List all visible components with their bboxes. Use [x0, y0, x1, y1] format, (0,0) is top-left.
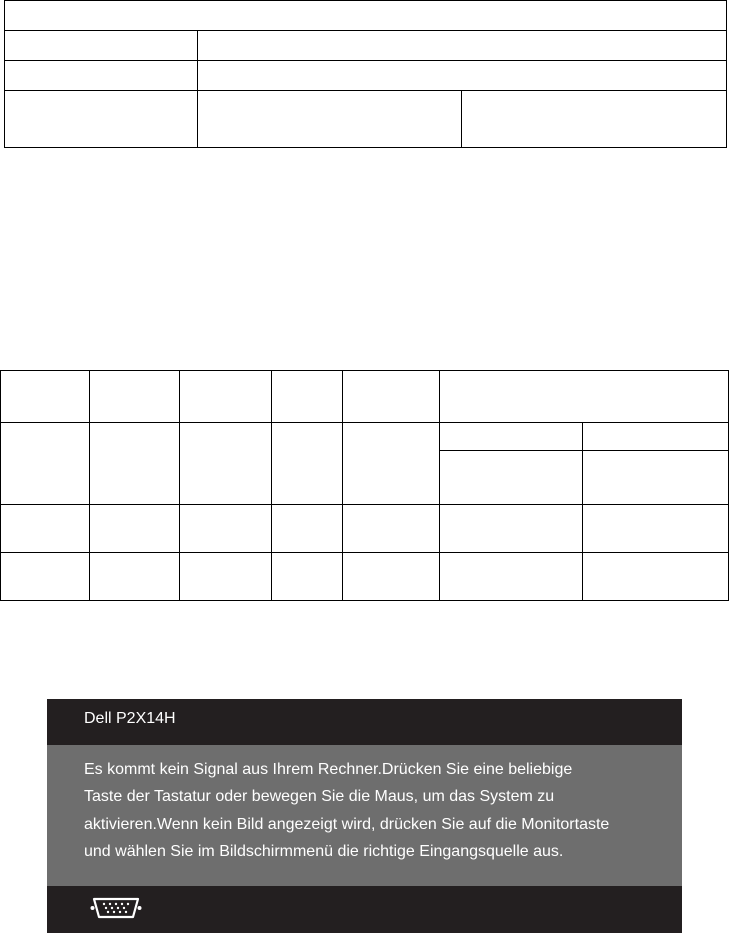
table-bottom-cell [343, 371, 440, 423]
table-bottom-cell [1, 371, 90, 423]
table-bottom-cell [272, 505, 343, 553]
table-bottom-cell [583, 423, 729, 451]
table-bottom-cell [440, 553, 583, 601]
message-line: aktivieren.Wenn kein Bild angezeigt wird, drücken Sie auf die Monitortaste [84, 815, 610, 833]
table-bottom-cell [343, 553, 440, 601]
table-bottom-cell [180, 371, 272, 423]
table-top-cell [462, 91, 727, 148]
table-bottom-cell [343, 505, 440, 553]
table-top [4, 0, 727, 148]
table-bottom-cell [583, 505, 729, 553]
message-line: Es kommt kein Signal aus Ihrem Rechner.Drücken Sie eine beliebige [84, 761, 573, 778]
table-bottom-cell [272, 423, 343, 505]
dialog-footer [47, 886, 682, 933]
table-bottom-cell [180, 423, 272, 505]
table-bottom-cell [90, 553, 180, 601]
table-bottom-cell [1, 423, 90, 505]
no-signal-dialog [47, 699, 682, 933]
table-bottom-cell [272, 371, 343, 423]
table-top-cell [198, 31, 727, 61]
table-bottom-cell [90, 371, 180, 423]
table-bottom-cell [90, 423, 180, 505]
table-bottom-cell [180, 553, 272, 601]
message-line: Taste der Tastatur oder bewegen Sie die Maus, um das System zu [84, 788, 555, 806]
table-bottom-cell [1, 553, 90, 601]
table-bottom [0, 370, 729, 601]
table-bottom-cell [583, 451, 729, 505]
table-bottom-cell [440, 371, 729, 423]
table-bottom-cell [440, 505, 583, 553]
dialog-body [47, 745, 682, 886]
table-bottom-cell [440, 423, 583, 451]
message-line: und wählen Sie im Bildschirmmenü die richtige Eingangsquelle aus. [84, 842, 564, 860]
table-top-header-cell [5, 1, 727, 31]
dialog-message [84, 756, 674, 865]
table-bottom-cell [272, 553, 343, 601]
vga-connector-icon [90, 896, 142, 920]
table-bottom-cell [583, 553, 729, 601]
table-top-cell [5, 31, 198, 61]
table-top-cell [198, 61, 727, 91]
table-bottom-cell [440, 451, 583, 505]
dialog-title: Dell P2X14H [84, 710, 176, 727]
table-bottom-cell [90, 505, 180, 553]
table-top-cell [198, 91, 462, 148]
table-bottom-cell [180, 505, 272, 553]
table-bottom-cell [343, 423, 440, 505]
table-top-cell [5, 61, 198, 91]
table-top-cell [5, 91, 198, 148]
table-bottom-cell [1, 505, 90, 553]
dialog-header [47, 699, 682, 745]
